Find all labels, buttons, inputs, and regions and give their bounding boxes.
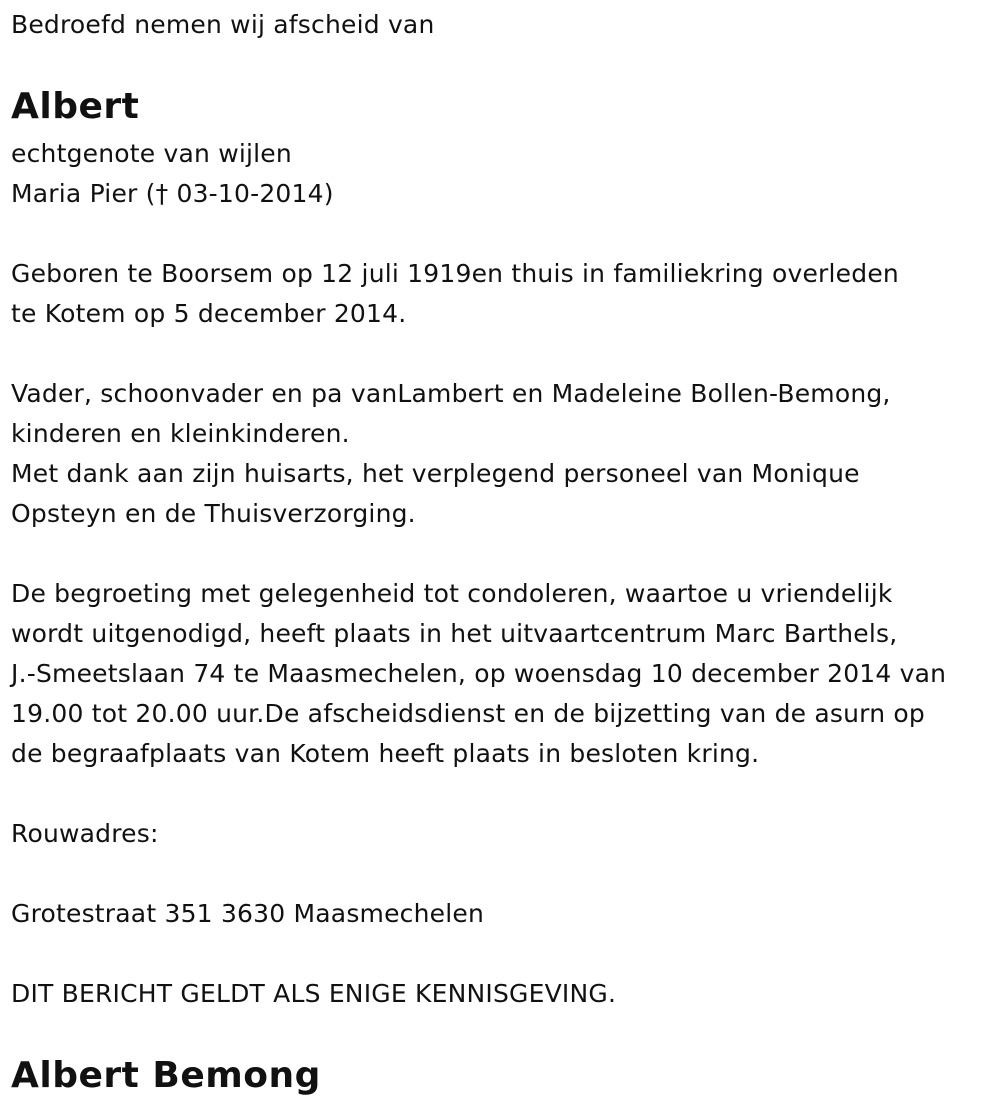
ceremony-line-5: de begraafplaats van Kotem heeft plaats in besloten kring. [11,739,760,768]
ceremony-line-1: De begroeting met gelegenheid tot condoleren, waartoe u vriendelijk [11,579,893,608]
ceremony-line-3: J.-Smeetslaan 74 te Maasmechelen, op woensdag 10 december 2014 van [11,659,947,688]
closing-statement: DIT BERICHT GELDT ALS ENIGE KENNISGEVING. [11,979,617,1008]
birth-line-1: Geboren te Boorsem op 12 juli 1919en thuis in familiekring overleden [11,259,899,288]
thanks-line-1: Met dank aan zijn huisarts, het verplegend personeel van Monique [11,459,860,488]
mourning-address: Grotestraat 351 3630 Maasmechelen [11,899,485,928]
family-section [11,374,891,534]
thanks-line-2: Opsteyn en de Thuisverzorging. [11,499,416,528]
intro-text: Bedroefd nemen wij afscheid van [11,10,435,39]
ceremony-line-2: wordt uitgenodigd, heeft plaats in het uitvaartcentrum Marc Barthels, [11,619,898,648]
spouse-line-1: echtgenote van wijlen [11,139,292,168]
mourning-address-label: Rouwadres: [11,819,159,848]
deceased-first-name: Albert [11,86,140,127]
birth-death-section [11,254,899,334]
spouse-section [11,134,334,214]
deceased-full-name: Albert Bemong [11,1055,321,1096]
ceremony-section [11,574,946,774]
birth-line-2: te Kotem op 5 december 2014. [11,299,407,328]
family-line-2: kinderen en kleinkinderen. [11,419,350,448]
ceremony-line-4: 19.00 tot 20.00 uur.De afscheidsdienst en de bijzetting van de asurn op [11,699,925,728]
family-line-1: Vader, schoonvader en pa vanLambert en Madeleine Bollen-Bemong, [11,379,891,408]
spouse-line-2: Maria Pier († 03-10-2014) [11,179,334,208]
